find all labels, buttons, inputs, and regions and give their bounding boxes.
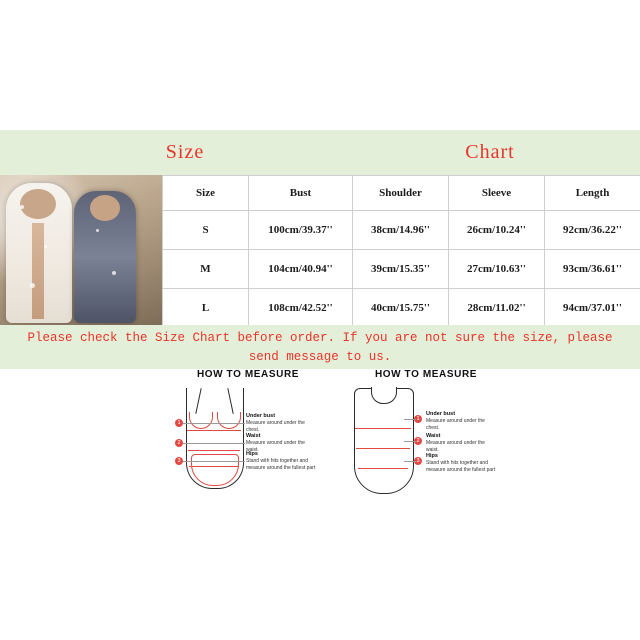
- size-table: [162, 175, 640, 328]
- underbust-line: [355, 428, 411, 429]
- callout-bullet-1: 1: [175, 419, 183, 427]
- callout-desc: Stand with hits together and measure around the fullest part: [426, 460, 496, 473]
- cell-size: M: [163, 250, 249, 289]
- callout-leader-1: [404, 419, 416, 420]
- cell-sleeve: 26cm/10.24'': [449, 211, 545, 250]
- floral-speck: [96, 229, 99, 232]
- model-figure-left: [6, 183, 72, 323]
- callout-desc: Measure around under the chest.: [246, 420, 305, 433]
- size-chart-notice: [0, 325, 640, 369]
- notice-line-2: send message to us.: [248, 350, 392, 364]
- measure-diagram-onepiece: [338, 369, 514, 500]
- model-figure-right: [74, 191, 136, 323]
- callout-desc: Measure around under the chest.: [426, 418, 485, 431]
- underbust-line: [187, 430, 241, 431]
- callout-leader-3: [404, 461, 416, 462]
- callout-waist-right: [426, 433, 498, 453]
- cell-sleeve: 27cm/10.63'': [449, 250, 545, 289]
- callout-waist-left: [246, 433, 318, 453]
- cell-bust: 108cm/42.52'': [249, 289, 353, 328]
- floral-speck: [20, 205, 24, 209]
- cell-size: S: [163, 211, 249, 250]
- size-chart-title-band: [0, 130, 640, 175]
- cell-shoulder: 38cm/14.96'': [353, 211, 449, 250]
- size-table-wrapper: [162, 175, 640, 325]
- callout-leader-2: [183, 443, 245, 444]
- callout-leader-1: [183, 423, 245, 424]
- measure-diagram-bikini: [168, 369, 328, 490]
- column-header-bust: Bust: [249, 176, 353, 211]
- notice-line-1: Please check the Size Chart before order. If you are not sure the size, please: [27, 331, 613, 345]
- column-header-length: Length: [545, 176, 640, 211]
- cell-sleeve: 28cm/11.02'': [449, 289, 545, 328]
- callout-label: Hips: [426, 453, 438, 459]
- callout-underbust-right: [426, 411, 498, 431]
- cell-shoulder: 39cm/15.35'': [353, 250, 449, 289]
- floral-speck: [44, 245, 47, 248]
- title-word-size: Size: [165, 141, 205, 163]
- callout-leader-3: [183, 461, 245, 462]
- title-word-chart: Chart: [465, 141, 515, 163]
- column-header-shoulder: Shoulder: [353, 176, 449, 211]
- cell-shoulder: 40cm/15.75'': [353, 289, 449, 328]
- product-photo: [0, 175, 162, 325]
- measure-title-left: HOW TO MEASURE: [196, 369, 300, 380]
- onepiece-illustration: [340, 388, 426, 500]
- table-row: [163, 250, 640, 289]
- cell-length: 94cm/37.01'': [545, 289, 640, 328]
- cell-size: L: [163, 289, 249, 328]
- callout-label: Waist: [426, 433, 441, 439]
- hips-line: [358, 468, 408, 469]
- measure-title-right: HOW TO MEASURE: [374, 369, 478, 380]
- column-header-size: Size: [163, 176, 249, 211]
- callout-desc: Measure around under the waist.: [426, 440, 485, 453]
- callout-bullet-1: 1: [414, 415, 422, 423]
- callout-hips-right: [426, 453, 498, 473]
- callout-bullet-2: 2: [175, 439, 183, 447]
- callout-bullet-3: 3: [414, 457, 422, 465]
- table-row: [163, 211, 640, 250]
- floral-speck: [30, 283, 35, 288]
- table-row: [163, 289, 640, 328]
- column-header-sleeve: Sleeve: [449, 176, 545, 211]
- callout-underbust-left: [246, 413, 318, 433]
- table-header-row: [163, 176, 640, 211]
- hips-line: [189, 466, 239, 467]
- cell-length: 92cm/36.22'': [545, 211, 640, 250]
- callout-hips-left: [246, 451, 318, 471]
- waist-line: [188, 450, 240, 451]
- callout-label: Waist: [246, 433, 261, 439]
- floral-speck: [112, 271, 116, 275]
- cell-bust: 104cm/40.94'': [249, 250, 353, 289]
- callout-leader-2: [404, 441, 416, 442]
- callout-desc: Stand with hits together and measure around the fullest part: [246, 458, 316, 471]
- cell-bust: 100cm/39.37'': [249, 211, 353, 250]
- cell-length: 93cm/36.61'': [545, 250, 640, 289]
- callout-label: Hips: [246, 451, 258, 457]
- callout-desc: Measure around under the waist.: [246, 440, 305, 453]
- how-to-measure-section: [0, 369, 640, 640]
- callout-label: Under bust: [426, 411, 456, 417]
- callout-bullet-2: 2: [414, 437, 422, 445]
- callout-bullet-3: 3: [175, 457, 183, 465]
- waist-line: [356, 448, 410, 449]
- callout-label: Under bust: [246, 413, 276, 419]
